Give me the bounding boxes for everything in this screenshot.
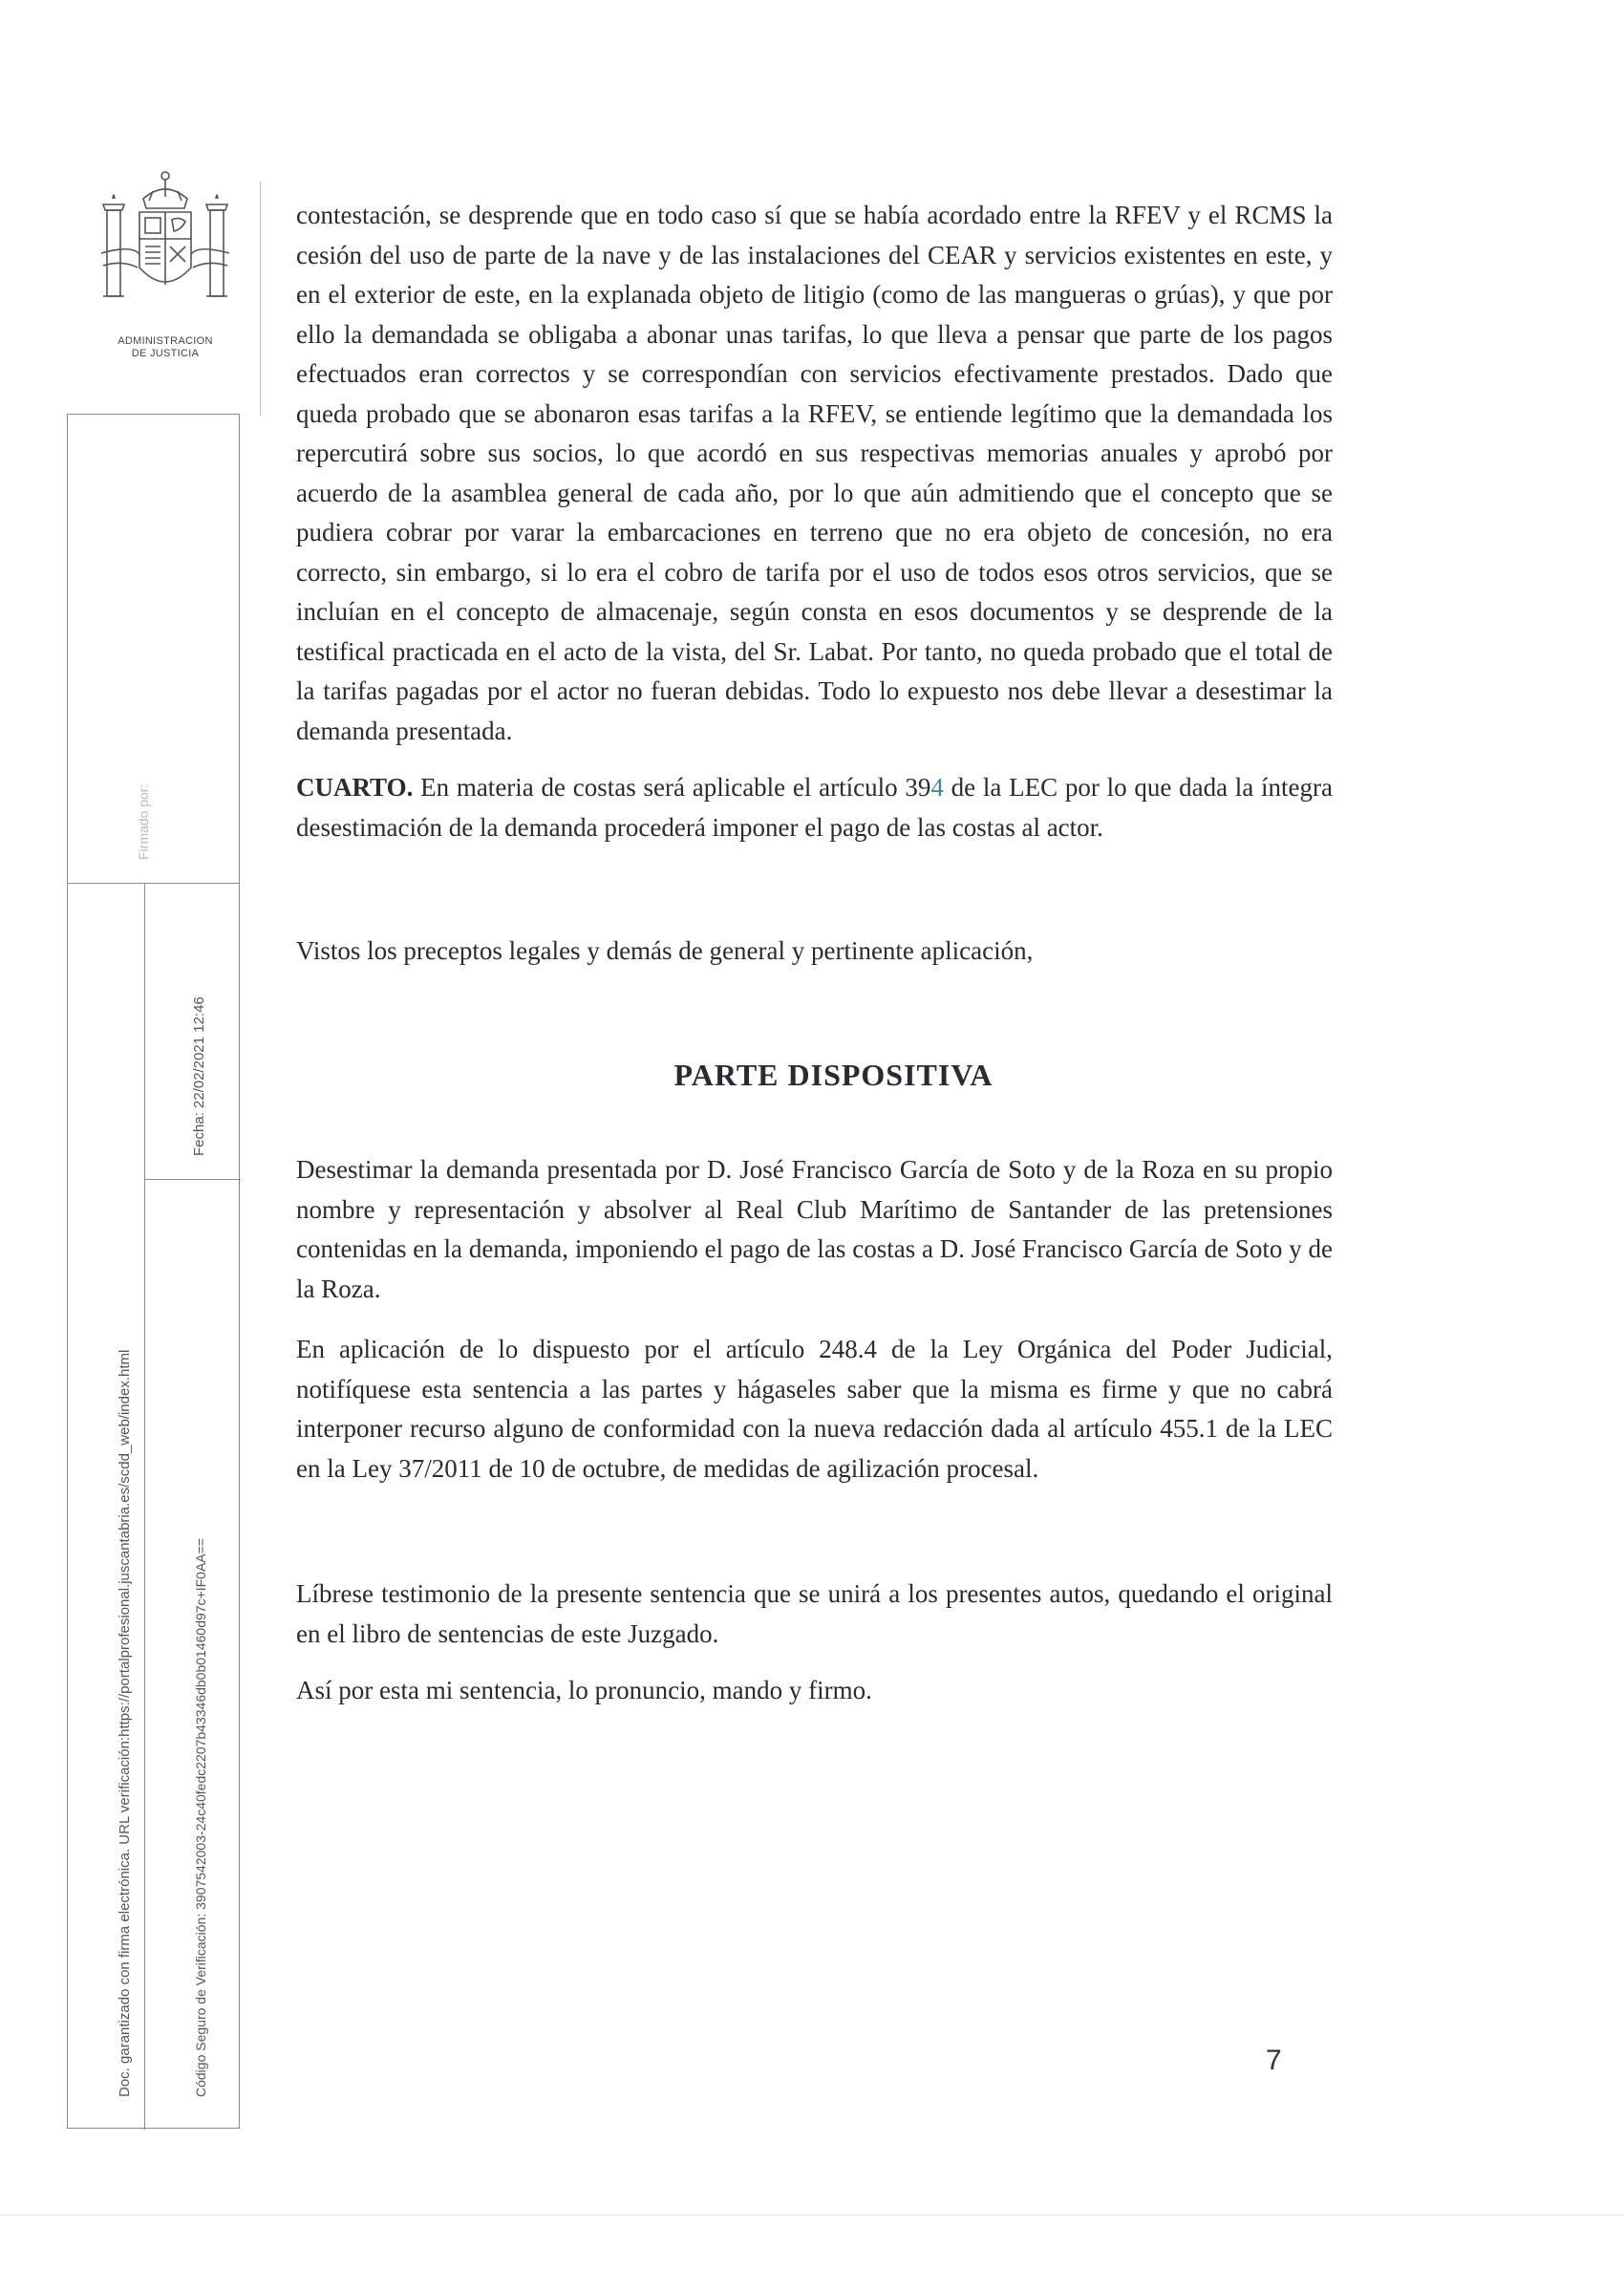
page-bottom-edge: [0, 2215, 1624, 2216]
firmado-por-label: Firmado por:: [136, 783, 151, 860]
strip-column-divider: [144, 883, 145, 2130]
paragraph-librese: Líbrese testimonio de la presente sentencia que se unirá a los presentes autos, quedando el original en el libro de sentencias de este Juzgado.: [296, 1579, 1333, 1648]
coat-of-arms-icon: [94, 162, 237, 330]
paragraph-desestimar: Desestimar la demanda presentada por D. José Francisco García de Soto y de la Roza en su propio nombre y representación y absolver al Real Club Marítimo de Santander de las pretensiones contenidas en la demanda, imponiendo el pago de las costas a D. José Francisco García de Soto y de la Roza.: [296, 1155, 1333, 1303]
cuarto-text-teal: 4: [930, 773, 944, 802]
cuarto-text-a: En materia de costas será aplicable el artículo 39: [413, 773, 931, 802]
signature-strip: [67, 414, 240, 2129]
verification-code: Código Seguro de Verificación: 3907542003-24c40fedc2207b43346db0b01460d97c+IF0AA==: [193, 1538, 208, 2097]
document-body: [296, 196, 1333, 1711]
paragraph-aplicacion: En aplicación de lo dispuesto por el artículo 248.4 de la Ley Orgánica del Poder Judicial, notifíquese esta sentencia a las partes y hágaseles saber que la misma es firme y que no cabrá interponer recurso alguno de conformidad con la nueva redacción dada al artículo 455.1 de la LEC en la Ley 37/2011 de 10 de octubre, de medidas de agilización procesal.: [296, 1335, 1333, 1483]
header-emblem: [84, 162, 246, 360]
paragraph-cuarto: [296, 768, 1333, 847]
strip-cell-divider: [144, 1179, 241, 1180]
cuarto-label: CUARTO.: [296, 773, 414, 802]
paragraph-firma: Así por esta mi sentencia, lo pronuncio, mando y firmo.: [296, 1676, 872, 1704]
admin-label-line1: ADMINISTRACION: [118, 335, 213, 347]
cuarto-text-b: de la LEC por lo que dada la íntegra desestimación de la demanda procederá imponer el pago de las costas al actor.: [296, 773, 1334, 842]
page-number: 7: [1266, 2045, 1282, 2076]
signature-date: Fecha: 22/02/2021 12:46: [191, 996, 207, 1156]
paragraph-contestacion: contestación, se desprende que en todo caso sí que se había acordado entre la RFEV y el RCMS la cesión del uso de parte de la nave y de las instalaciones del CEAR y servicios existentes en este, y en el exterior de este, en la explanada objeto de litigio (como de las mangueras o grúas), y que por ello la demandada se obligaba a abonar unas tarifas, lo que lleva a pensar que parte de los pagos efectuados eran correctos y se correspondían con servicios efectivamente prestados. Dado que queda probado que se abonaron esas tarifas a la RFEV, se entiende legítimo que la demandada los repercutirá sobre sus socios, lo que acordó en sus respectivas memorias anuales y aprobó por acuerdo de la asamblea general de cada año, por lo que aún admitiendo que el concepto que se pudiera cobrar por varar la embarcaciones en terreno que no era objeto de concesión, no era correcto, sin embargo, si lo era el cobro de tarifa por el uso de todos esos otros servicios, que se incluían en el concepto de almacenaje, según consta en esos documentos y se desprende de la testifical practicada en el acto de la vista, del Sr. Labat. Por tanto, no queda probado que el total de la tarifas pagadas por el actor no fueran debidas. Todo lo expuesto nos debe llevar a desestimar la demanda presentada.: [296, 201, 1333, 745]
admin-label-line2: DE JUSTICIA: [131, 348, 200, 359]
paragraph-vistos: Vistos los preceptos legales y demás de general y pertinente aplicación,: [296, 936, 1034, 965]
section-heading: PARTE DISPOSITIVA: [673, 1057, 994, 1092]
strip-divider: [68, 883, 239, 884]
margin-rule: [260, 182, 261, 416]
verification-url: Doc. garantizado con firma electrónica. URL verificación:https://portalprofesional.juscantabria.es/scdd_web/index.html: [117, 1349, 133, 2097]
